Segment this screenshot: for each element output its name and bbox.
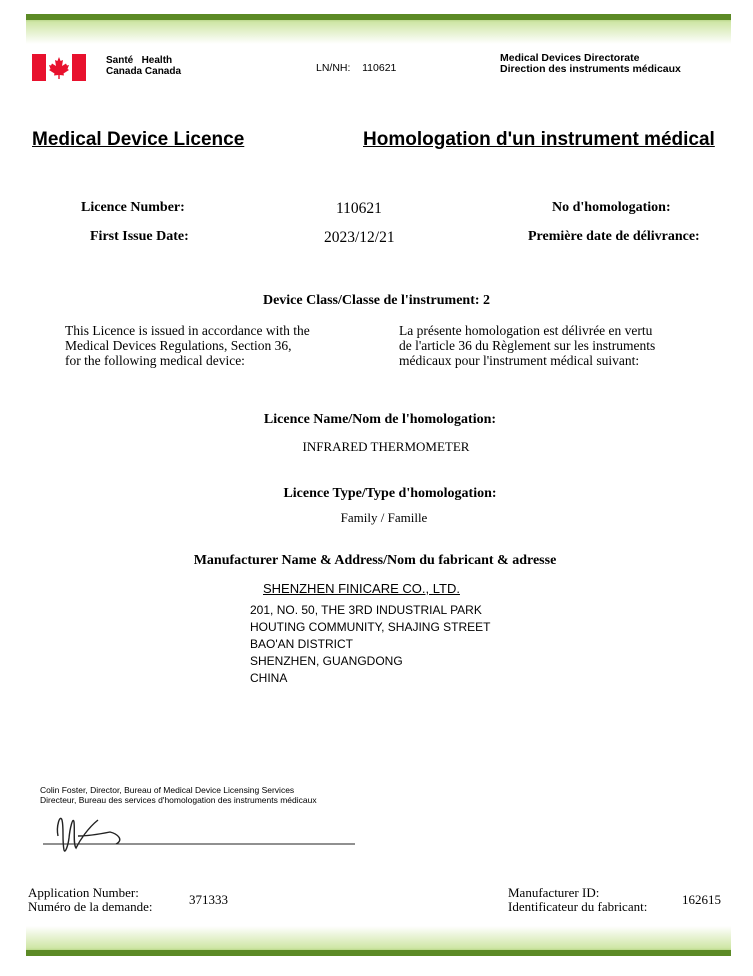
licence-number-label-fr: No d'homologation:	[552, 200, 671, 215]
first-issue-date-value: 2023/12/21	[324, 229, 395, 246]
application-number-label: Application Number: Numéro de la demande:	[28, 885, 153, 914]
signature-image	[40, 806, 360, 858]
issued-statement-fr: La présente homologation est délivrée en vertu de l'article 36 du Règlement sur les instruments médicaux pour l'instrument médical suivant:	[399, 323, 656, 368]
manufacturer-name: SHENZHEN FINICARE CO., LTD.	[263, 581, 460, 596]
canada-flag-icon	[32, 54, 86, 81]
application-number-value: 371333	[189, 892, 228, 907]
licence-type-value: Family / Famille	[340, 510, 428, 525]
title-fr: Homologation d'un instrument médical	[363, 129, 715, 150]
manufacturer-id-value: 162615	[682, 892, 721, 907]
signatory-caption: Colin Foster, Director, Bureau of Medical Device Licensing Services Directeur, Bureau des services d'homologation des instruments médicaux	[40, 785, 317, 805]
manufacturer-id-label: Manufacturer ID: Identificateur du fabricant:	[508, 885, 648, 914]
device-class: Device Class/Classe de l'instrument: 2	[262, 293, 491, 308]
health-canada-wordmark: Santé Health Canada Canada	[106, 55, 182, 77]
issued-statement-en: This Licence is issued in accordance with the Medical Devices Regulations, Section 36, for the following medical device:	[65, 323, 310, 368]
title-en: Medical Device Licence	[32, 129, 245, 150]
licence-name-value: INFRARED THERMOMETER	[302, 439, 470, 454]
top-green-band	[26, 14, 731, 44]
licence-type-label: Licence Type/Type d'homologation:	[283, 486, 497, 501]
first-issue-date-label-fr: Première date de délivrance:	[528, 229, 700, 244]
directorate-name: Medical Devices Directorate Direction des instruments médicaux	[500, 52, 681, 75]
manufacturer-address: 201, NO. 50, THE 3RD INDUSTRIAL PARK HOUTING COMMUNITY, SHAJING STREET BAO'AN DISTRICT SHENZHEN, GUANGDONG CHINA	[250, 603, 491, 685]
first-issue-date-label-en: First Issue Date:	[90, 229, 189, 244]
manufacturer-label: Manufacturer Name & Address/Nom du fabricant & adresse	[193, 553, 557, 568]
bottom-green-band	[26, 926, 731, 956]
ln-number: LN/NH: 110621	[316, 62, 397, 74]
licence-name-label: Licence Name/Nom de l'homologation:	[263, 412, 497, 427]
licence-number-label-en: Licence Number:	[81, 200, 185, 215]
licence-number-value: 110621	[336, 200, 382, 217]
